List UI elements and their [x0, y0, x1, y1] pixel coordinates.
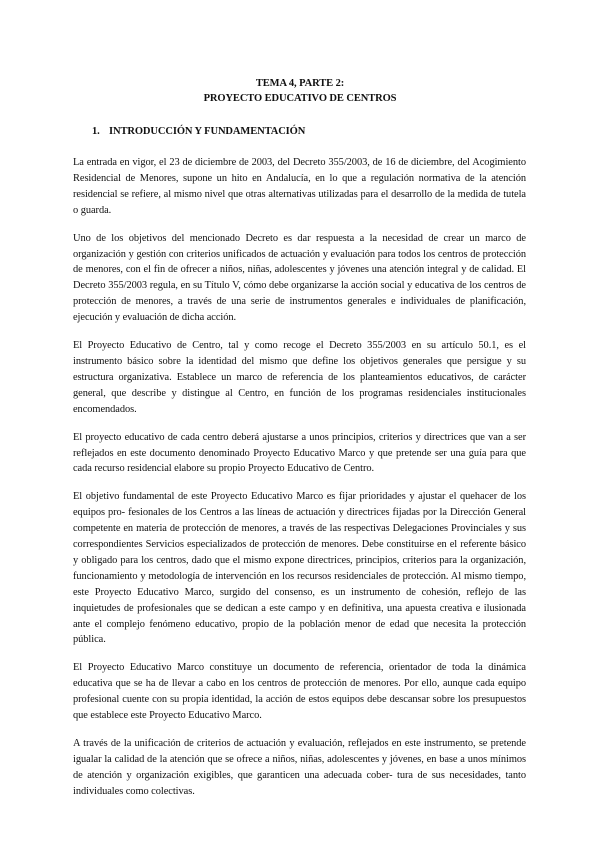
title-line-1: TEMA 4, PARTE 2:: [255, 78, 345, 89]
paragraph-3: El Proyecto Educativo de Centro, tal y como recoge el Decreto 355/2003 en su artículo 50.1, es el instrumento básico sobre la identidad del mismo que define los objetivos generales que persigue y su estructura organizativa. Establece un marco de referencia de los planteamientos educativos, de carácter general, que describe y distingue al Centro, en función de los programas residenciales institucionales encomendados.: [73, 340, 526, 415]
section-number: 1.: [92, 126, 100, 137]
document-title: [0, 76, 600, 106]
paragraph-6: El Proyecto Educativo Marco constituye un documento de referencia, orientador de toda la dinámica educativa que se ha de llevar a cabo en los centros de protección de menores. Por ello, aunque cada equipo profesional cuente con su propia identidad, la acción de estos equipos debe descansar sobre los presupuestos que establece este Proyecto Educativo Marco.: [73, 662, 526, 722]
paragraph-4: El proyecto educativo de cada centro deberá ajustarse a unos principios, criterios y directrices que van a ser reflejados en este documento denominado Proyecto Educativo Marco y que pretende ser una guía para que cada recurso residencial elabore su propio Proyecto Educativo de Centro.: [73, 431, 526, 475]
body-text: [73, 155, 526, 812]
paragraph-7: A través de la unificación de criterios de actuación y evaluación, reflejados en este instrumento, se pretende igualar la calidad de la atención que se ofrece a niños, niñas, adolescentes y jóvenes, en base a unos mínimos de atención y organización exigibles, que garanticen una adecuada cober- tura de sus necesidades, tanto individuales como colectivas.: [73, 738, 526, 797]
paragraph-2: Uno de los objetivos del mencionado Decreto es dar respuesta a la necesidad de crear un marco de organización y gestión con criterios unificados de actuación y evaluación para todos los centros de protección de menores, con el fin de ofrecer a niños, niñas, adolescentes y jóvenes una atención integral y de calidad. El Decreto 355/2003 regula, en su Título V, cómo debe organizarse la acción social y educativa de los centros de protección de menores, a través de una serie de instrumentos generales e individuales de planificación, ejecución y evaluación de dicha acción.: [73, 232, 526, 324]
title-line-2: PROYECTO EDUCATIVO DE CENTROS: [203, 93, 397, 104]
section-heading: [92, 125, 305, 139]
paragraph-1: La entrada en vigor, el 23 de diciembre de 2003, del Decreto 355/2003, de 16 de diciembre, del Acogimiento Residencial de Menores, supone un hito en Andalucía, en lo que a regulación normativa de la atención residencial se refiere, al mismo nivel que otras alternativas utilizadas para el desarrollo de la medida de tutela o guarda.: [73, 157, 526, 216]
paragraph-5: El objetivo fundamental de este Proyecto Educativo Marco es fijar prioridades y ajustar el quehacer de los equipos pro- fesionales de los Centros a las líneas de actuación y directrices fijadas por la Dirección General competente en materia de protección de menores, a través de las respectivas Delegaciones Provinciales y sus correspondientes Servicios especializados de protección de menores. Debe constituirse en el referente básico y obligado para los centros, dado que el mismo expone directrices, principios, criterios para la organización, funcionamiento y metodología de intervención en los recursos residenciales de protección. Al mismo tiempo, este Proyecto Educativo Marco, surgido del consenso, es un instrumento de cohesión, reflejo de las inquietudes de profesionales que se dedican a este campo y en definitiva, una apuesta creativa e ilusionada ante el complejo fenómeno educativo, propio de la población menor de edad que necesita la protección pública.: [73, 491, 526, 646]
section-heading-text: INTRODUCCIÓN Y FUNDAMENTACIÓN: [109, 126, 306, 137]
